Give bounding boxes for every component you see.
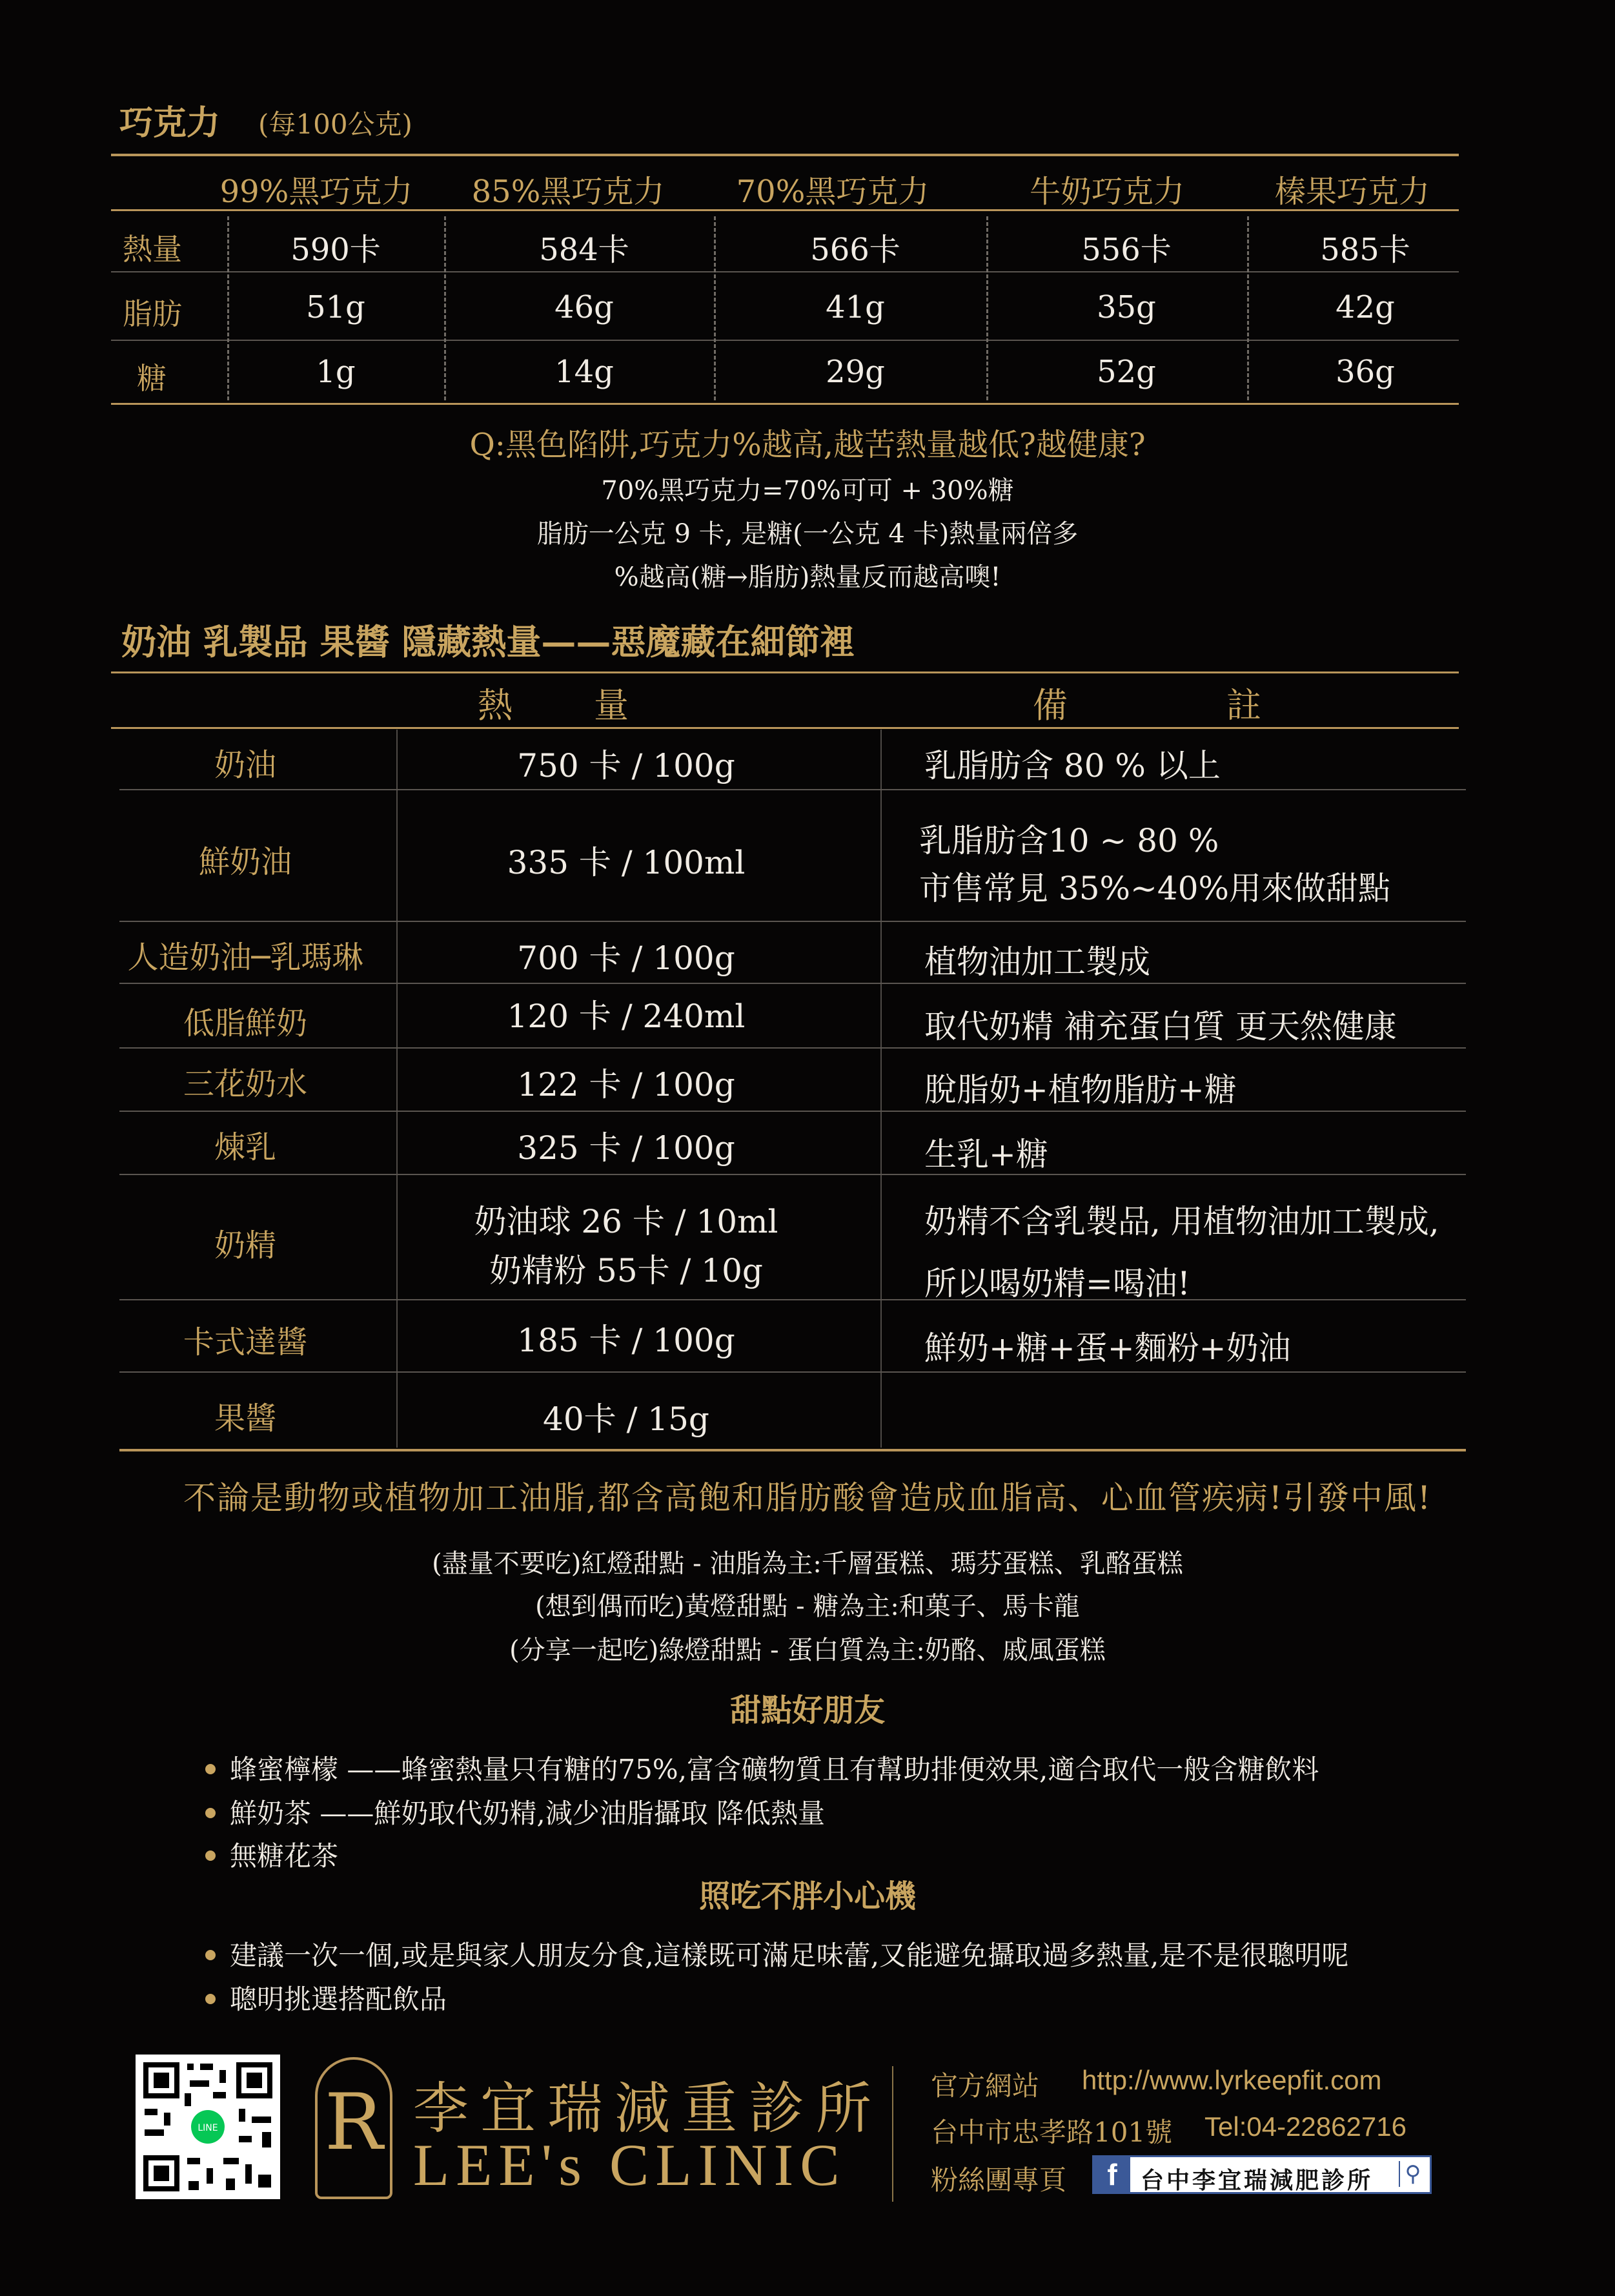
dairy-item-name: 煉乳 bbox=[214, 1129, 276, 1165]
qa-line: 70%黑巧克力=70%可可 + 30%糖 bbox=[601, 476, 1014, 506]
column-header-calories: 熱 量 bbox=[478, 685, 633, 726]
table-cell: 590卡 bbox=[290, 232, 381, 268]
row-divider bbox=[119, 921, 1466, 922]
bullet-icon bbox=[205, 1808, 216, 1818]
row-divider bbox=[119, 1174, 1466, 1175]
qa-line: 脂肪一公克 9 卡, 是糖(一公克 4 卡)熱量兩倍多 bbox=[536, 519, 1079, 549]
dairy-item-calories: 奶精粉 55卡 / 10g bbox=[489, 1252, 763, 1289]
table-cell: 36g bbox=[1336, 354, 1395, 390]
column-header: 牛奶巧克力 bbox=[1029, 174, 1184, 210]
list-item: 無糖花茶 bbox=[205, 1835, 338, 1874]
footer-divider bbox=[892, 2066, 893, 2202]
column-divider bbox=[986, 216, 988, 400]
table-cell: 1g bbox=[316, 354, 356, 390]
dairy-title: 奶油 乳製品 果醬 隱藏熱量——惡魔藏在細節裡 bbox=[121, 621, 855, 662]
table-cell: 14g bbox=[554, 354, 614, 390]
table-cell: 41g bbox=[826, 289, 885, 325]
dairy-item-name: 奶油 bbox=[214, 747, 276, 783]
table-bottom-rule bbox=[111, 403, 1459, 405]
search-icon[interactable]: ⚲ bbox=[1399, 2161, 1426, 2187]
dairy-item-name: 低脂鮮奶 bbox=[183, 1005, 307, 1041]
dairy-item-calories: 750 卡 / 100g bbox=[517, 747, 735, 784]
row-label-fat: 脂肪 bbox=[123, 296, 182, 331]
dairy-item-note: 乳脂肪含 80 % 以上 bbox=[924, 747, 1221, 784]
address-text: 台中市忠孝路101號 bbox=[931, 2117, 1173, 2148]
table-cell: 52g bbox=[1097, 354, 1156, 390]
dairy-item-note: 市售常見 35%~40%用來做甜點 bbox=[919, 870, 1391, 907]
tricks-title: 照吃不胖小心機 bbox=[698, 1878, 916, 1914]
dairy-item-name: 鮮奶油 bbox=[198, 844, 292, 880]
dairy-item-note: 乳脂肪含10 ~ 80 % bbox=[919, 822, 1219, 859]
dairy-item-calories: 122 卡 / 100g bbox=[517, 1066, 735, 1103]
dairy-item-calories: 335 卡 / 100ml bbox=[507, 844, 746, 881]
column-divider bbox=[1247, 216, 1249, 400]
dairy-item-note: 所以喝奶精=喝油! bbox=[924, 1265, 1190, 1302]
column-divider bbox=[227, 216, 229, 400]
dairy-item-note: 生乳+糖 bbox=[924, 1136, 1048, 1173]
qr-code-icon[interactable] bbox=[136, 2055, 280, 2199]
column-header: 85%黑巧克力 bbox=[471, 174, 665, 210]
table-cell: 584卡 bbox=[539, 232, 629, 268]
dairy-item-note: 鮮奶+糖+蛋+麵粉+奶油 bbox=[924, 1329, 1291, 1367]
health-warning: 不論是動物或植物加工油脂,都含高飽和脂肪酸會造成血脂高、心血管疾病!引發中風! bbox=[183, 1479, 1432, 1517]
dairy-item-name: 果醬 bbox=[214, 1400, 276, 1437]
fanpage-label: 粉絲團專頁 bbox=[931, 2164, 1067, 2196]
bullet-icon bbox=[205, 1850, 216, 1861]
column-divider bbox=[714, 216, 716, 400]
dairy-item-note: 植物油加工製成 bbox=[924, 943, 1150, 981]
facebook-icon: f bbox=[1094, 2157, 1130, 2192]
website-link[interactable]: http://www.lyrkeepfit.com bbox=[1082, 2065, 1382, 2095]
list-item: 建議一次一個,或是與家人朋友分食,這樣既可滿足味蕾,又能避免攝取過多熱量,是不是很聰明呢 bbox=[205, 1934, 1348, 1973]
column-header: 榛果巧克力 bbox=[1274, 174, 1430, 210]
chocolate-title: 巧克力 bbox=[119, 103, 221, 143]
table-cell: 35g bbox=[1097, 289, 1156, 325]
dairy-item-name: 三花奶水 bbox=[183, 1066, 307, 1102]
dairy-item-calories: 120 卡 / 240ml bbox=[507, 998, 746, 1035]
row-divider bbox=[111, 271, 1459, 272]
fanpage-name: 台中李宜瑞減肥診所 bbox=[1141, 2168, 1374, 2194]
table-cell: 29g bbox=[826, 354, 885, 390]
table-cell: 566卡 bbox=[810, 232, 900, 268]
table-cell: 585卡 bbox=[1320, 232, 1410, 268]
table-bottom-rule bbox=[119, 1449, 1466, 1451]
dairy-item-calories: 185 卡 / 100g bbox=[517, 1322, 735, 1359]
friends-title: 甜點好朋友 bbox=[729, 1692, 885, 1728]
table-cell: 556卡 bbox=[1081, 232, 1172, 268]
table-cell: 42g bbox=[1336, 289, 1395, 325]
column-divider bbox=[880, 730, 882, 1448]
row-divider bbox=[119, 1111, 1466, 1112]
column-divider bbox=[444, 216, 446, 400]
dessert-tip: (分享一起吃)綠燈甜點 - 蛋白質為主:奶酪、戚風蛋糕 bbox=[509, 1635, 1106, 1665]
dairy-item-note: 取代奶精 補充蛋白質 更天然健康 bbox=[924, 1008, 1397, 1045]
bullet-icon bbox=[205, 1950, 216, 1960]
row-divider bbox=[119, 789, 1466, 790]
dairy-item-calories: 700 卡 / 100g bbox=[517, 939, 735, 977]
row-label-calories: 熱量 bbox=[123, 232, 182, 267]
svg-text:LINE: LINE bbox=[198, 2123, 218, 2133]
row-divider bbox=[119, 1371, 1466, 1373]
list-item: 鮮奶茶 ——鮮奶取代奶精,減少油脂攝取 降低熱量 bbox=[205, 1792, 825, 1831]
dessert-tip: (想到偶而吃)黃燈甜點 - 糖為主:和菓子、馬卡龍 bbox=[535, 1592, 1080, 1621]
qa-title: Q:黑色陷阱,巧克力%越高,越苦熱量越低?越健康? bbox=[469, 427, 1146, 463]
dairy-item-name: 人造奶油─乳瑪琳 bbox=[127, 939, 363, 976]
clinic-logo: R bbox=[315, 2057, 392, 2199]
row-divider bbox=[119, 983, 1466, 984]
row-label-sugar: 糖 bbox=[137, 361, 167, 396]
row-divider bbox=[119, 1047, 1466, 1049]
table-cell: 46g bbox=[554, 289, 614, 325]
dairy-item-name: 奶精 bbox=[214, 1227, 276, 1264]
clinic-name-chinese: 李宜瑞減重診所 bbox=[413, 2076, 883, 2141]
dairy-item-calories: 奶油球 26 卡 / 10ml bbox=[474, 1203, 778, 1240]
phone-number[interactable]: Tel:04-22862716 bbox=[1204, 2111, 1407, 2142]
bullet-icon bbox=[205, 1764, 216, 1774]
column-header: 99%黑巧克力 bbox=[219, 174, 413, 210]
website-label: 官方網站 bbox=[931, 2070, 1040, 2102]
dairy-item-note: 奶精不含乳製品, 用植物油加工製成, bbox=[924, 1203, 1439, 1240]
dairy-item-calories: 40卡 / 15g bbox=[543, 1400, 709, 1438]
row-divider bbox=[111, 340, 1459, 341]
qa-line: %越高(糖→脂肪)熱量反而越高噢! bbox=[614, 562, 1001, 592]
chocolate-unit: (每100公克) bbox=[258, 108, 412, 140]
column-header-notes: 備 註 bbox=[1033, 685, 1265, 726]
list-item: 聰明挑選搭配飲品 bbox=[205, 1978, 447, 2017]
facebook-search-box[interactable] bbox=[1092, 2155, 1432, 2194]
dairy-item-calories: 325 卡 / 100g bbox=[517, 1129, 735, 1167]
table-cell: 51g bbox=[306, 289, 365, 325]
clinic-name-english: LEE's CLINIC bbox=[413, 2132, 846, 2198]
dairy-item-note: 脫脂奶+植物脂肪+糖 bbox=[924, 1071, 1237, 1109]
qr-code-graphic bbox=[136, 2055, 280, 2199]
bullet-icon bbox=[205, 1994, 216, 2004]
dessert-tip: (盡量不要吃)紅燈甜點 - 油脂為主:千層蛋糕、瑪芬蛋糕、乳酪蛋糕 bbox=[432, 1549, 1183, 1579]
dairy-item-name: 卡式達醬 bbox=[183, 1324, 307, 1360]
column-header: 70%黑巧克力 bbox=[736, 174, 929, 210]
table-top-rule bbox=[111, 671, 1459, 673]
row-divider bbox=[119, 1299, 1466, 1300]
table-top-rule bbox=[111, 154, 1459, 156]
list-item: 蜂蜜檸檬 ——蜂蜜熱量只有糖的75%,富含礦物質且有幫助排便效果,適合取代一般含糖飲料 bbox=[205, 1748, 1319, 1787]
